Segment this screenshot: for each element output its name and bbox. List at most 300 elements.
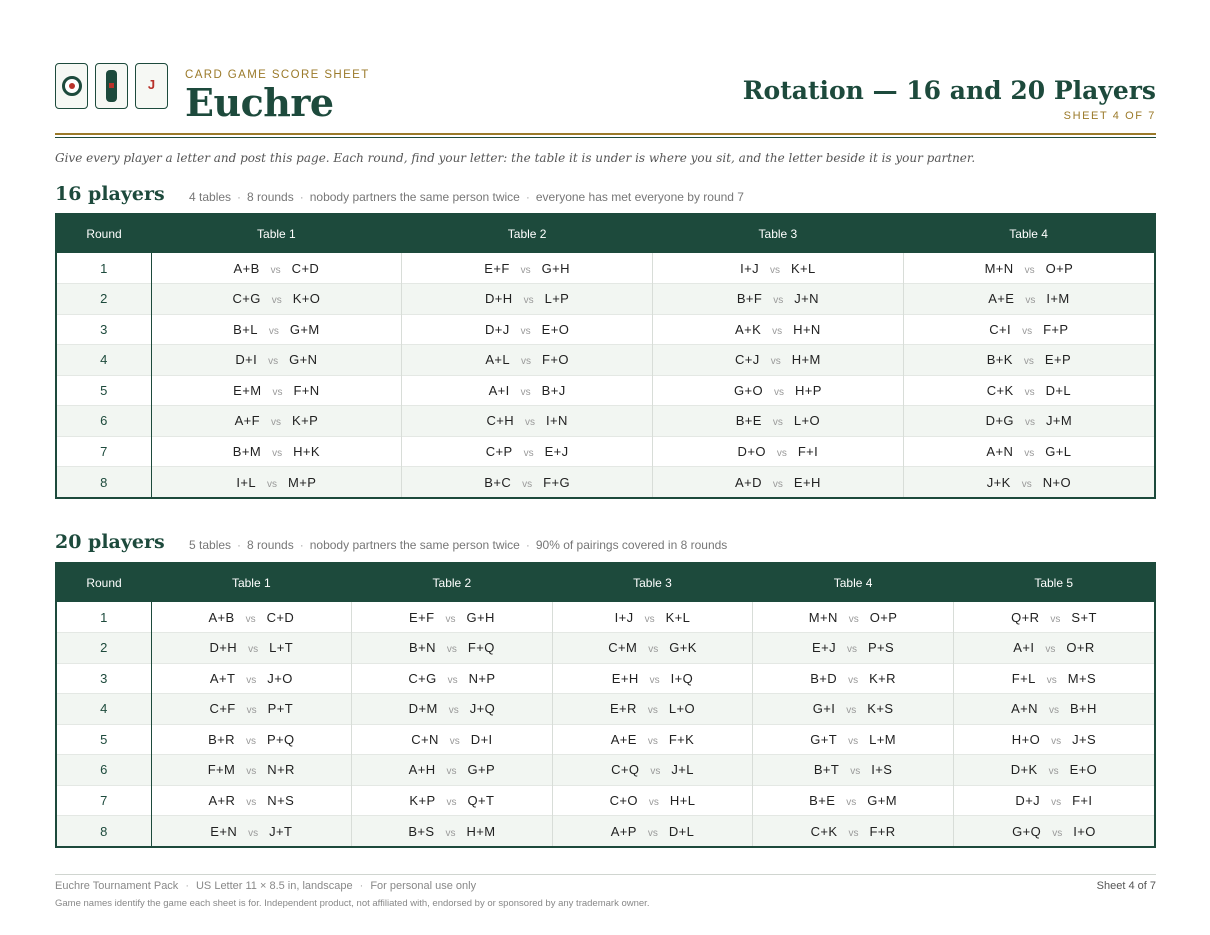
match-cell xyxy=(352,602,553,633)
team-b: G+K xyxy=(669,640,697,656)
match-cell xyxy=(903,467,1154,498)
team-b: H+L xyxy=(669,792,696,808)
team-a: C+H xyxy=(486,413,515,429)
match-cell xyxy=(653,314,904,345)
vs-label: vs xyxy=(772,325,783,337)
match-cell xyxy=(151,663,352,694)
team-b: E+H xyxy=(793,474,821,490)
match-cell xyxy=(151,284,402,315)
meta-tables: 4 tables xyxy=(189,190,232,204)
round-number: 5 xyxy=(57,375,151,406)
team-a: F+M xyxy=(207,762,236,778)
vs-label: vs xyxy=(270,264,281,276)
vs-label: vs xyxy=(848,674,859,686)
team-a: A+B xyxy=(233,260,260,276)
table-column-header: Table 1 xyxy=(231,576,271,590)
score-sheet-page xyxy=(55,0,1156,935)
team-b: H+P xyxy=(794,382,822,398)
team-a: A+F xyxy=(234,413,260,429)
team-b: F+G xyxy=(543,474,570,490)
team-b: G+N xyxy=(289,352,318,368)
match-cell xyxy=(552,602,753,633)
table-column-header: Table 3 xyxy=(758,227,798,241)
vs-label: vs xyxy=(850,766,861,778)
vs-label: vs xyxy=(846,644,857,656)
team-a: D+J xyxy=(484,321,510,337)
team-a: E+F xyxy=(484,260,510,276)
vs-label: vs xyxy=(521,356,532,368)
vs-label: vs xyxy=(520,386,531,398)
team-b: K+R xyxy=(869,670,896,686)
team-b: O+P xyxy=(1045,260,1074,276)
team-b: K+P xyxy=(292,413,319,429)
meta-tables: 5 tables xyxy=(189,538,232,552)
team-a: C+M xyxy=(608,640,638,656)
match-cell xyxy=(151,755,352,786)
team-b: M+P xyxy=(288,474,317,490)
team-b: H+M xyxy=(791,352,821,368)
vs-label: vs xyxy=(523,447,534,459)
vs-label: vs xyxy=(1048,705,1059,717)
team-b: I+O xyxy=(1073,823,1096,839)
match-cell xyxy=(653,253,904,284)
team-b: F+K xyxy=(668,731,695,747)
round-number: 8 xyxy=(57,467,151,498)
team-a: E+M xyxy=(233,382,262,398)
match-cell xyxy=(552,785,753,816)
match-cell xyxy=(151,314,402,345)
match-cell xyxy=(151,467,402,498)
vs-label: vs xyxy=(1050,613,1061,625)
match-cell xyxy=(552,663,753,694)
match-cell xyxy=(151,345,402,376)
team-b: N+O xyxy=(1042,474,1071,490)
team-a: C+G xyxy=(408,670,437,686)
vs-label: vs xyxy=(271,295,282,307)
vs-label: vs xyxy=(271,417,281,429)
team-a: C+K xyxy=(986,382,1014,398)
team-b: E+P xyxy=(1044,352,1072,368)
team-a: B+D xyxy=(810,670,838,686)
match-cell xyxy=(151,785,352,816)
team-a: B+S xyxy=(408,823,435,839)
round-number: 2 xyxy=(57,284,151,315)
team-b: O+R xyxy=(1066,640,1095,656)
header-rule-gold xyxy=(55,133,1156,135)
round-row xyxy=(57,816,1154,847)
vs-label: vs xyxy=(523,295,534,307)
vs-label: vs xyxy=(268,325,279,337)
meta-rounds: 8 rounds xyxy=(247,538,294,552)
match-cell xyxy=(753,755,954,786)
vs-label: vs xyxy=(773,295,784,307)
vs-label: vs xyxy=(776,447,787,459)
team-b: G+M xyxy=(867,792,898,808)
match-cell xyxy=(953,602,1154,633)
vs-label: vs xyxy=(1048,766,1059,778)
team-b: N+P xyxy=(468,670,496,686)
vs-label: vs xyxy=(525,417,536,429)
vs-label: vs xyxy=(1046,674,1057,686)
vs-label: vs xyxy=(1025,295,1036,307)
round-row xyxy=(57,406,1154,437)
round-number: 8 xyxy=(57,816,151,847)
team-b: P+T xyxy=(267,701,294,717)
team-a: C+G xyxy=(232,291,261,307)
match-cell xyxy=(352,633,553,664)
match-cell xyxy=(402,253,653,284)
round-row xyxy=(57,724,1154,755)
vs-label: vs xyxy=(846,705,857,717)
vs-label: vs xyxy=(248,644,259,656)
match-cell xyxy=(402,284,653,315)
team-b: P+Q xyxy=(266,731,295,747)
team-a: D+K xyxy=(1010,762,1038,778)
team-a: A+E xyxy=(988,291,1015,307)
vs-label: vs xyxy=(1052,827,1063,839)
team-b: J+Q xyxy=(469,701,496,717)
vs-label: vs xyxy=(769,264,780,276)
team-a: E+R xyxy=(609,701,637,717)
round-number: 1 xyxy=(57,602,151,633)
vs-label: vs xyxy=(773,386,784,398)
team-a: B+L xyxy=(233,321,258,337)
match-cell xyxy=(151,253,402,284)
team-a: A+L xyxy=(485,352,511,368)
team-a: D+H xyxy=(484,291,513,307)
vs-label: vs xyxy=(272,386,283,398)
match-cell xyxy=(352,755,553,786)
footer-usage: For personal use only xyxy=(370,880,477,892)
vs-label: vs xyxy=(520,264,531,276)
team-a: A+E xyxy=(610,731,637,747)
round-row xyxy=(57,633,1154,664)
match-cell xyxy=(402,467,653,498)
vs-label: vs xyxy=(1051,735,1062,747)
team-a: M+N xyxy=(808,609,838,625)
round-row xyxy=(57,467,1154,498)
team-b: F+P xyxy=(1043,321,1069,337)
header-row xyxy=(57,215,1154,253)
vs-label: vs xyxy=(267,478,278,490)
team-a: A+R xyxy=(208,792,236,808)
match-cell xyxy=(653,467,904,498)
match-cell xyxy=(151,633,352,664)
team-a: F+L xyxy=(1011,670,1036,686)
team-a: A+I xyxy=(1013,640,1035,656)
team-b: L+T xyxy=(269,640,294,656)
vs-label: vs xyxy=(1022,325,1033,337)
instructions: Give every player a letter and post this page. Each round, find your letter: the table it is under is where you sit, and the letter beside it is your partner. xyxy=(55,151,976,165)
vs-label: vs xyxy=(246,766,257,778)
team-a: B+K xyxy=(986,352,1013,368)
team-b: E+O xyxy=(1069,762,1098,778)
table-column-header: Table 2 xyxy=(507,227,547,241)
team-b: D+L xyxy=(668,823,695,839)
round-number: 4 xyxy=(57,345,151,376)
vs-label: vs xyxy=(268,356,279,368)
team-a: G+Q xyxy=(1012,823,1042,839)
team-b: I+Q xyxy=(670,670,694,686)
rotation-title: Rotation — 16 and 20 Players xyxy=(742,76,1156,105)
match-cell xyxy=(903,284,1154,315)
team-a: D+I xyxy=(235,352,258,368)
team-a: B+E xyxy=(809,792,836,808)
team-b: F+N xyxy=(293,382,320,398)
table-column-header: Table 1 xyxy=(257,227,296,241)
team-a: H+O xyxy=(1011,731,1041,747)
match-cell xyxy=(753,663,954,694)
vs-label: vs xyxy=(1045,644,1056,656)
team-a: G+T xyxy=(810,731,838,747)
team-a: B+C xyxy=(484,474,512,490)
match-cell xyxy=(953,755,1154,786)
team-b: L+O xyxy=(668,701,695,717)
match-cell xyxy=(151,375,402,406)
vs-label: vs xyxy=(246,705,257,717)
team-b: L+P xyxy=(544,291,570,307)
match-cell xyxy=(352,694,553,725)
match-cell xyxy=(151,406,402,437)
vs-label: vs xyxy=(245,613,256,625)
vs-label: vs xyxy=(1023,356,1034,368)
match-cell xyxy=(953,816,1154,847)
team-b: F+Q xyxy=(467,640,495,656)
sheet-label: SHEET 4 OF 7 xyxy=(1063,110,1156,122)
team-b: B+J xyxy=(541,382,566,398)
table-column-header: Table 3 xyxy=(633,576,672,590)
section-20-meta: 5 tables · 8 rounds · nobody partners the same person twice · 90% of pairings covered in 8 rounds xyxy=(189,538,728,552)
section-16-meta: 4 tables · 8 rounds · nobody partners the same person twice · everyone has met everyone by round 7 xyxy=(189,190,744,204)
team-a: Q+R xyxy=(1011,609,1040,625)
team-a: I+J xyxy=(614,609,634,625)
team-b: E+J xyxy=(544,443,569,459)
vs-label: vs xyxy=(246,674,257,686)
round-row xyxy=(57,314,1154,345)
team-a: A+P xyxy=(610,823,637,839)
match-cell xyxy=(402,375,653,406)
team-b: M+S xyxy=(1067,670,1097,686)
team-b: H+M xyxy=(466,823,496,839)
rotation-table-16 xyxy=(55,213,1156,499)
round-row xyxy=(57,755,1154,786)
team-a: C+N xyxy=(411,731,439,747)
round-column-header: Round xyxy=(86,576,122,590)
vs-label: vs xyxy=(647,735,658,747)
match-cell xyxy=(653,375,904,406)
team-a: I+L xyxy=(236,474,257,490)
team-a: D+O xyxy=(737,443,766,459)
footer-paper-size: US Letter 11 × 8.5 in, landscape xyxy=(195,880,353,892)
team-b: K+L xyxy=(790,260,816,276)
vs-label: vs xyxy=(644,613,655,625)
team-b: G+H xyxy=(466,609,495,625)
team-a: C+I xyxy=(989,321,1012,337)
match-cell xyxy=(552,724,753,755)
team-b: D+I xyxy=(470,731,493,747)
team-b: G+M xyxy=(289,321,320,337)
vs-label: vs xyxy=(848,613,859,625)
match-cell xyxy=(753,785,954,816)
team-b: G+L xyxy=(1045,443,1072,459)
match-cell xyxy=(352,816,553,847)
team-b: I+N xyxy=(546,413,568,429)
match-cell xyxy=(552,694,753,725)
logo-cards xyxy=(55,63,168,109)
section-20-title: 20 players xyxy=(55,531,165,553)
meta-partner-rule: nobody partners the same person twice xyxy=(309,538,520,552)
team-b: F+O xyxy=(542,352,569,368)
team-a: A+T xyxy=(209,670,236,686)
round-row xyxy=(57,253,1154,284)
vs-label: vs xyxy=(445,613,456,625)
team-b: H+K xyxy=(293,443,320,459)
round-number: 1 xyxy=(57,253,151,284)
team-b: J+S xyxy=(1072,731,1097,747)
vs-label: vs xyxy=(1024,386,1035,398)
match-cell xyxy=(903,253,1154,284)
match-cell xyxy=(352,724,553,755)
vs-label: vs xyxy=(846,796,857,808)
vs-label: vs xyxy=(520,325,531,337)
round-number: 3 xyxy=(57,314,151,345)
match-cell xyxy=(753,724,954,755)
team-a: A+D xyxy=(735,474,762,490)
rotation-grid xyxy=(57,564,1154,846)
match-cell xyxy=(151,816,352,847)
team-b: O+P xyxy=(869,609,898,625)
vs-label: vs xyxy=(445,827,456,839)
vs-label: vs xyxy=(1051,796,1062,808)
header-row xyxy=(57,564,1154,602)
match-cell xyxy=(402,314,653,345)
round-number: 7 xyxy=(57,785,151,816)
match-cell xyxy=(151,602,352,633)
match-cell xyxy=(552,633,753,664)
team-a: J+K xyxy=(986,474,1011,490)
vs-label: vs xyxy=(650,766,661,778)
team-a: I+J xyxy=(740,260,759,276)
team-a: K+P xyxy=(409,792,436,808)
team-b: N+S xyxy=(267,792,295,808)
vs-label: vs xyxy=(1024,417,1035,429)
team-b: H+N xyxy=(793,321,821,337)
team-b: J+M xyxy=(1045,413,1073,429)
vs-label: vs xyxy=(647,705,658,717)
match-cell xyxy=(352,663,553,694)
team-a: C+Q xyxy=(611,762,640,778)
team-b: K+S xyxy=(867,701,894,717)
meta-rounds: 8 rounds xyxy=(247,190,294,204)
team-b: S+T xyxy=(1071,609,1097,625)
team-a: C+K xyxy=(810,823,838,839)
team-b: I+S xyxy=(871,762,893,778)
match-cell xyxy=(953,724,1154,755)
match-cell xyxy=(903,436,1154,467)
team-a: E+N xyxy=(210,823,238,839)
team-a: G+I xyxy=(812,701,836,717)
meta-partner-rule: nobody partners the same person twice xyxy=(309,190,520,204)
match-cell xyxy=(552,755,753,786)
match-cell xyxy=(753,633,954,664)
team-b: F+I xyxy=(797,443,819,459)
vs-label: vs xyxy=(770,356,781,368)
vs-label: vs xyxy=(648,796,659,808)
team-a: C+J xyxy=(735,352,760,368)
team-a: M+N xyxy=(984,260,1014,276)
section-16-title: 16 players xyxy=(55,183,165,205)
match-cell xyxy=(151,694,352,725)
team-b: E+O xyxy=(541,321,570,337)
round-row xyxy=(57,694,1154,725)
match-cell xyxy=(903,406,1154,437)
team-b: Q+T xyxy=(467,792,495,808)
team-a: E+F xyxy=(409,609,435,625)
match-cell xyxy=(552,816,753,847)
match-cell xyxy=(753,816,954,847)
team-b: I+M xyxy=(1046,291,1070,307)
match-cell xyxy=(653,436,904,467)
round-number: 6 xyxy=(57,406,151,437)
team-b: F+I xyxy=(1072,792,1093,808)
round-row xyxy=(57,602,1154,633)
round-number: 4 xyxy=(57,694,151,725)
card-ring-icon xyxy=(55,63,88,109)
match-cell xyxy=(151,724,352,755)
match-cell xyxy=(653,345,904,376)
team-a: A+H xyxy=(408,762,436,778)
team-b: L+O xyxy=(793,413,821,429)
team-a: A+B xyxy=(208,609,235,625)
team-a: B+M xyxy=(232,443,262,459)
vs-label: vs xyxy=(272,447,283,459)
team-a: D+G xyxy=(985,413,1014,429)
vs-label: vs xyxy=(848,827,859,839)
vs-label: vs xyxy=(772,417,783,429)
match-cell xyxy=(753,694,954,725)
page-title: Euchre xyxy=(185,80,334,125)
vs-label: vs xyxy=(446,644,457,656)
vs-label: vs xyxy=(447,674,458,686)
team-b: G+P xyxy=(467,762,496,778)
vs-label: vs xyxy=(848,735,859,747)
team-a: D+H xyxy=(209,640,238,656)
team-b: P+S xyxy=(867,640,895,656)
team-a: C+O xyxy=(609,792,638,808)
team-b: J+O xyxy=(267,670,293,686)
team-b: J+L xyxy=(671,762,694,778)
vs-label: vs xyxy=(1024,264,1035,276)
match-cell xyxy=(903,375,1154,406)
rotation-grid xyxy=(57,215,1154,497)
header-kicker: CARD GAME SCORE SHEET xyxy=(185,69,370,81)
vs-label: vs xyxy=(245,735,256,747)
table-column-header: Table 4 xyxy=(1009,227,1048,241)
table-column-header: Table 5 xyxy=(1034,576,1074,590)
round-row xyxy=(57,436,1154,467)
round-number: 2 xyxy=(57,633,151,664)
team-a: G+O xyxy=(733,382,763,398)
vs-label: vs xyxy=(248,827,259,839)
round-row xyxy=(57,663,1154,694)
vs-label: vs xyxy=(772,478,783,490)
rotation-table-20 xyxy=(55,562,1156,848)
vs-label: vs xyxy=(446,766,457,778)
team-b: B+H xyxy=(1069,701,1097,717)
match-cell xyxy=(953,785,1154,816)
vs-label: vs xyxy=(648,644,659,656)
team-b: F+R xyxy=(869,823,896,839)
